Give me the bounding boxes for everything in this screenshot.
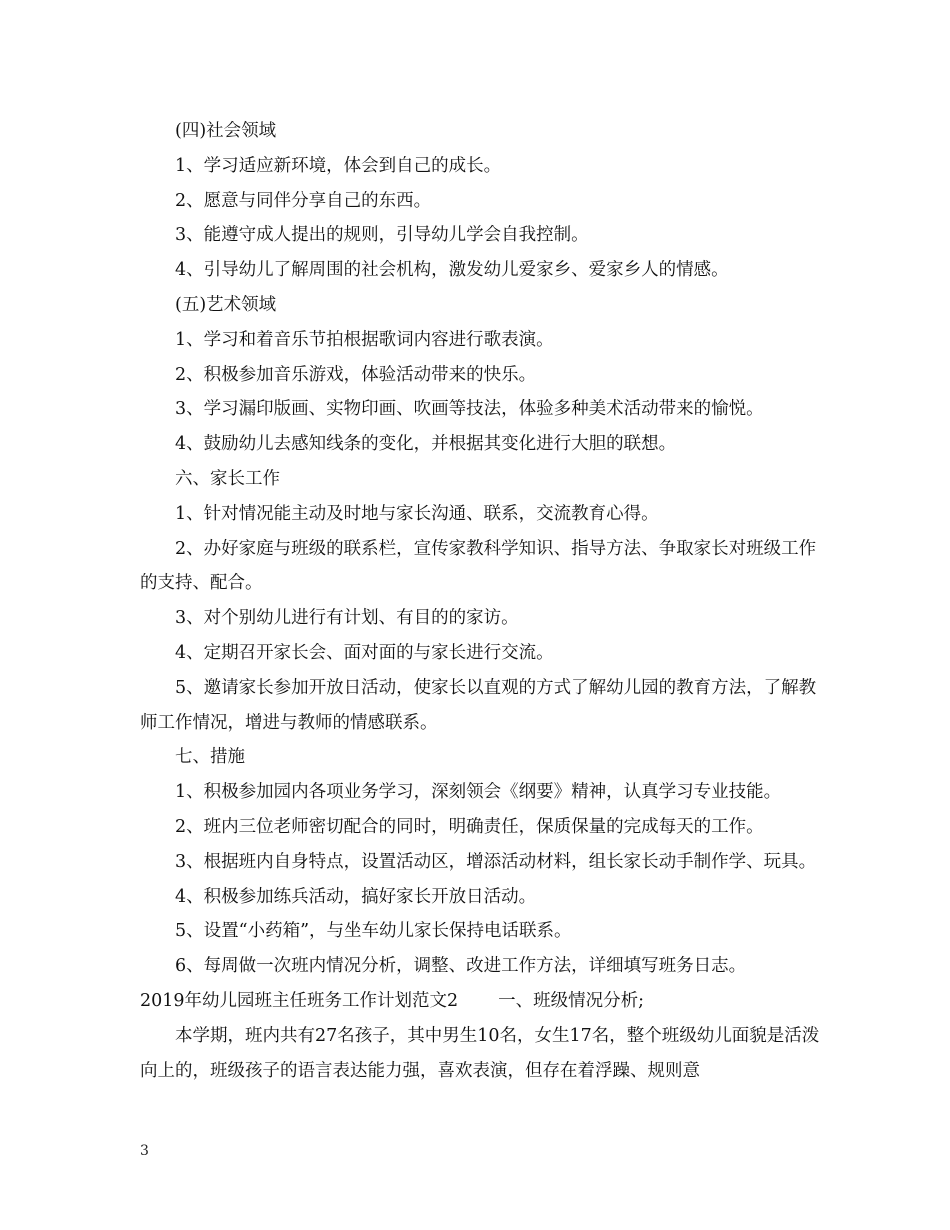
section-heading-social: (四)社会领域 (175, 121, 277, 141)
paragraph: 1、积极参加园内各项业务学习，深刻领会《纲要》精神，认真学习专业技能。 (175, 782, 782, 803)
paragraph: 4、定期召开家长会、面对面的与家长进行交流。 (175, 642, 554, 663)
paragraph: 4、积极参加练兵活动，搞好家长开放日活动。 (175, 886, 537, 907)
paragraph: 本学期，班内共有27名孩子，其中男生10名，女生17名，整个班级幼儿面貌是活泼向上的，班级孩子的语言表达能力强，喜欢表演，但存在着浮躁、规则意 (140, 1025, 820, 1081)
paragraph: 1、针对情况能主动及时地与家长沟通、联系，交流教育心得。 (175, 503, 659, 524)
paragraph: 2、积极参加音乐游戏，体验活动带来的快乐。 (175, 364, 537, 385)
section-heading-parents: 六、家长工作 (175, 468, 280, 489)
paragraph: 5、邀请家长参加开放日活动，使家长以直观的方式了解幼儿园的教育方法，了解教师工作情况，增进与教师的情感联系。 (140, 677, 817, 733)
paragraph: 3、能遵守成人提出的规则，引导幼儿学会自我控制。 (175, 225, 589, 246)
section-heading-measures: 七、措施 (175, 747, 245, 768)
paragraph: 4、鼓励幼儿去感知线条的变化，并根据其变化进行大胆的联想。 (175, 434, 677, 455)
paragraph: 5、设置“小药箱”，与坐车幼儿家长保持电话联系。 (175, 921, 572, 942)
paragraph: 3、根据班内自身特点，设置活动区，增添活动材料，组长家长动手制作学、玩具。 (175, 851, 817, 872)
paragraph: 1、学习和着音乐节拍根据歌词内容进行歌表演。 (175, 329, 554, 350)
section-heading-class-analysis: 一、班级情况分析; (498, 990, 645, 1011)
paragraph: 3、对个别幼儿进行有计划、有目的的家访。 (175, 608, 519, 629)
document-body (140, 114, 820, 1088)
paragraph: 3、学习漏印版画、实物印画、吹画等技法，体验多种美术活动带来的愉悦。 (175, 399, 764, 420)
paragraph: 4、引导幼儿了解周围的社会机构，激发幼儿爱家乡、爱家乡人的情感。 (175, 260, 729, 281)
section-heading-art: (五)艺术领域 (175, 294, 277, 315)
paragraph: 6、每周做一次班内情况分析，调整、改进工作方法，详细填写班务日志。 (175, 956, 747, 977)
page-number: 3 (140, 1143, 149, 1159)
paragraph: 1、学习适应新环境，体会到自己的成长。 (175, 155, 502, 176)
paragraph: 2、班内三位老师密切配合的同时，明确责任，保质保量的完成每天的工作。 (175, 816, 764, 837)
document-heading-line (140, 984, 820, 1019)
document-title: 2019年幼儿园班主任班务工作计划范文2 (140, 990, 459, 1011)
paragraph: 2、办好家庭与班级的联系栏，宣传家教科学知识、指导方法、争取家长对班级工作的支持、配合。 (140, 538, 817, 594)
paragraph: 2、愿意与同伴分享自己的东西。 (175, 190, 432, 211)
